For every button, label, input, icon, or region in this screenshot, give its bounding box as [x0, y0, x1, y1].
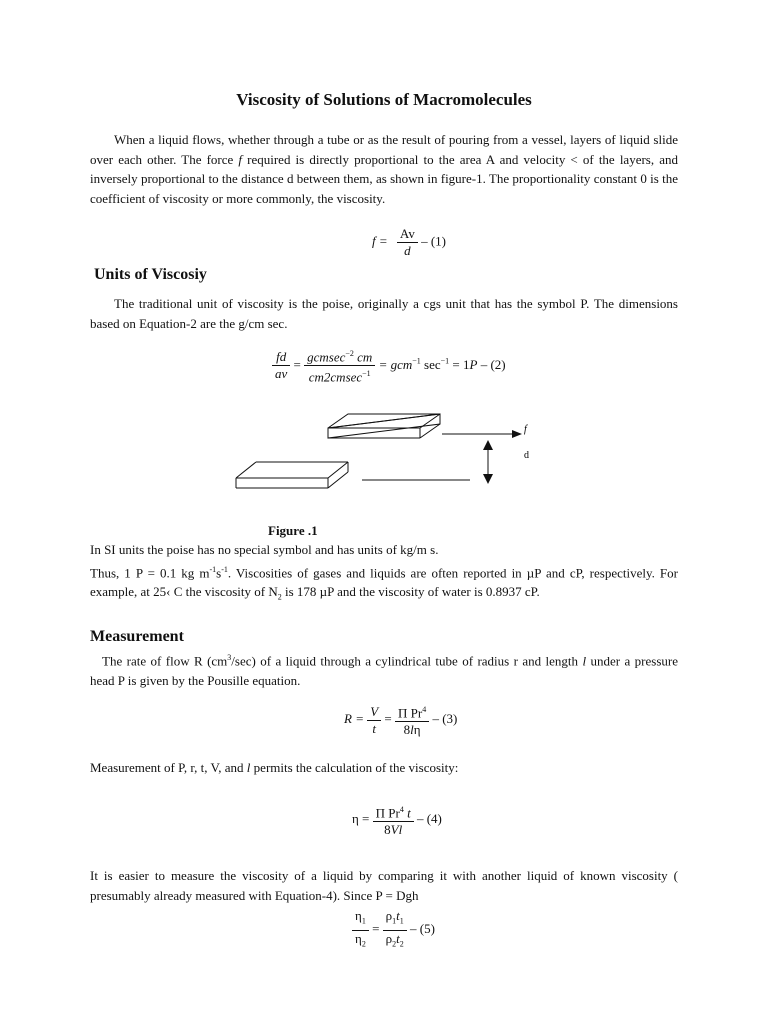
distance-label: d	[524, 450, 529, 461]
figure-caption: Figure .1	[268, 523, 318, 538]
force-arrowhead	[512, 430, 522, 438]
measurement-line: Measurement of P, r, t, V, and l permits the calculation of the viscosity:	[90, 760, 459, 775]
page-title: Viscosity of Solutions of Macromolecules	[236, 90, 532, 109]
equation-3: R = $\frac{V}{t}$ = $\frac{\Pi Pr^4}{8l\eta}$ – (3)	[344, 703, 458, 738]
si-paragraph: In SI units the poise has no special symbol and has units of kg/m s. Thus, 1 P = 0.1 kg $m^{-1}s^{-1}$. Viscosities of gases and liquids are often reported in µP and cP, respectively. For example, at 25‹ C the viscosity of $N_2$ is 178 µP and the viscosity of water is 0.8937 cP.	[90, 542, 678, 602]
comparison-paragraph: It is easier to measure the viscosity of a liquid by comparing it with another liquid of known viscosity ( presumably already measured with Equation-4). Since P = Dgh	[90, 868, 678, 903]
intro-paragraph: When a liquid flows, whether through a tube or as the result of pouring from a vessel, layers of liquid slide over each other. The force f required is directly proportional to the area A and velocity < of the layers, and inversely proportional to the distance d between them, as shown in figure-1. The proportionality constant 0 is the coefficient of viscosity or more commonly, the viscosity.	[90, 132, 678, 206]
measurement-paragraph: The rate of flow R $(cm^3/\sec)$ of a liquid through a cylindrical tube of radius r and length l under a pressure head P is given by the Pousille equation.	[90, 653, 678, 688]
equation-5: $\frac{\eta_1}{\eta_2}$ = $\frac{\rho_1t_1}{\rho_2t_2}$ – (5)	[352, 908, 435, 952]
upper-plate	[328, 414, 440, 438]
equation-2: $\frac{fd}{av}$ = $\frac{gcmsec^{-2} cm}{cm2cmsec^{-1}}$ = gcm$^{-1}$ $\sec^{-1} = 1P - (2)$	[272, 346, 506, 386]
lower-plate	[236, 462, 348, 488]
measurement-heading: Measurement	[90, 628, 184, 645]
units-heading: Units of Viscosiy	[94, 266, 207, 283]
force-label: f	[524, 424, 527, 435]
equation-1: f = $\frac{Av}{d}$ – (1)	[372, 226, 446, 258]
equation-4: η = $\frac{\Pi Pr^4 t}{8Vl}$ – (4)	[352, 802, 442, 838]
figure-1-diagram	[230, 410, 550, 500]
units-paragraph: The traditional unit of viscosity is the poise, originally a cgs unit that has the symbol P. The dimensions based on Equation-2 are the g/cm sec.	[90, 296, 678, 331]
